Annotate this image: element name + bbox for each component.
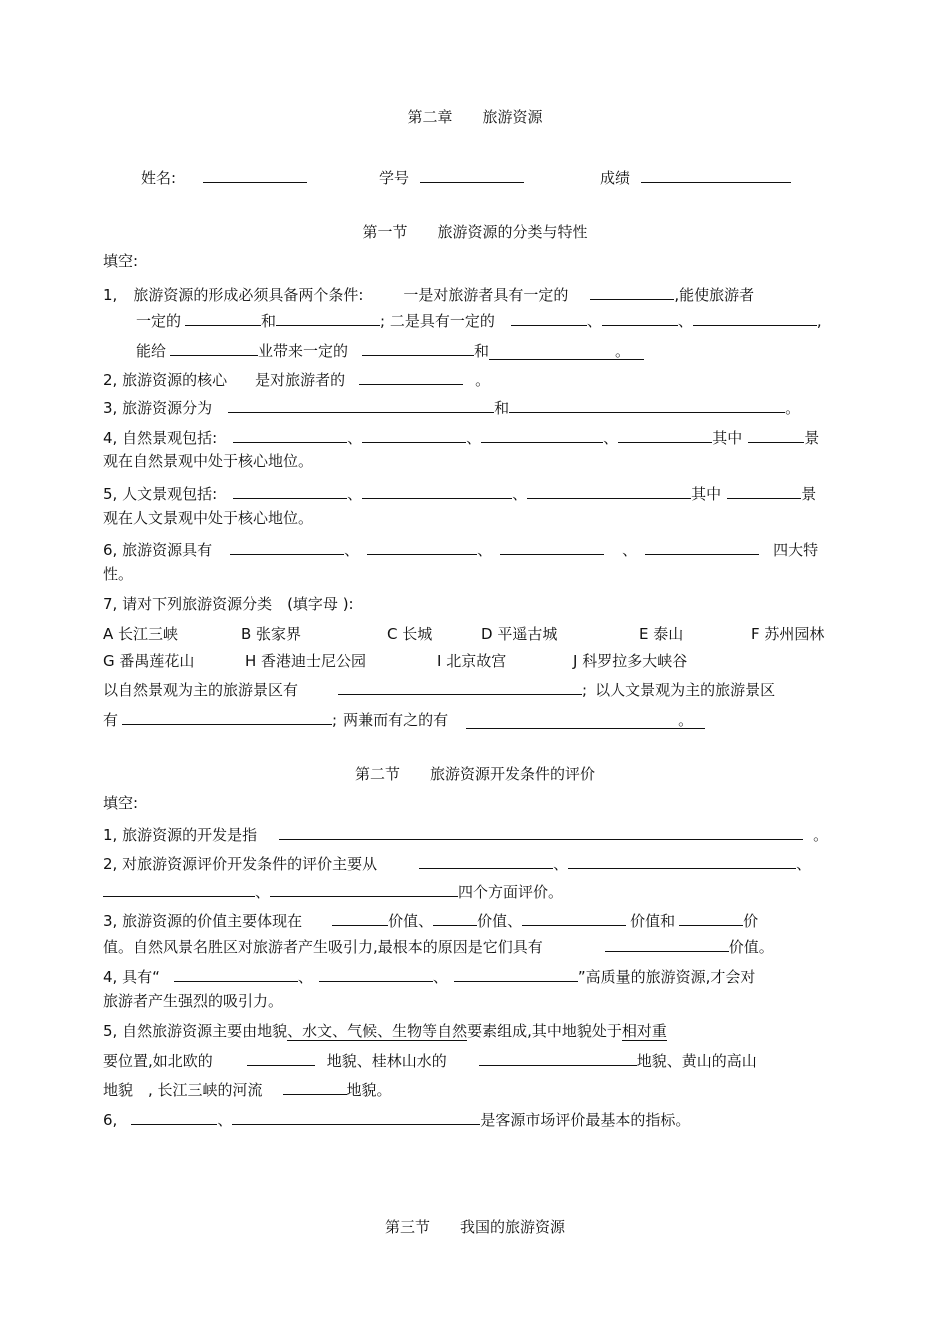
s2-q5-line3 xyxy=(103,1080,392,1098)
blank[interactable] xyxy=(230,540,344,555)
q-text: 价值、 xyxy=(388,912,434,930)
q-text: 一定的 xyxy=(136,312,182,330)
blank[interactable] xyxy=(131,1110,217,1125)
blank[interactable] xyxy=(232,1110,480,1125)
s2-q6 xyxy=(103,1110,690,1128)
option-item: I 北京故宫 xyxy=(437,652,507,670)
s1-q5-line1 xyxy=(103,484,816,502)
chapter-title: 第二章 旅游资源 xyxy=(407,108,543,126)
s2-q1 xyxy=(103,825,828,843)
q-text: 四大特 xyxy=(773,541,819,559)
blank[interactable] xyxy=(185,311,261,326)
section2-fill-label: 填空: xyxy=(103,794,139,812)
blank[interactable] xyxy=(590,285,674,300)
q-text: 相对重 xyxy=(621,1022,667,1040)
q-text: 、 xyxy=(622,541,638,559)
blank[interactable] xyxy=(433,911,477,926)
q-text: 其中 xyxy=(712,429,743,447)
q-text: 有 xyxy=(103,711,119,729)
score-field[interactable] xyxy=(641,168,791,183)
q-text: 3, 旅游资源分为 xyxy=(103,399,213,417)
q-text: 旅游资源的形成必须具备两个条件: xyxy=(133,286,364,304)
student-id-label: 学号 xyxy=(379,169,410,187)
q-text: 价值和 xyxy=(630,912,676,930)
q-text: 、 xyxy=(796,855,812,873)
q-text: ; xyxy=(332,711,338,729)
blank[interactable] xyxy=(276,311,380,326)
blank[interactable] xyxy=(527,484,691,499)
s1-q3 xyxy=(103,398,800,416)
q-text: ”高质量的旅游资源,才会对 xyxy=(577,968,756,986)
blank[interactable] xyxy=(228,398,494,413)
q-text: 和 xyxy=(474,342,490,360)
q-text: 以自然景观为主的旅游景区有 xyxy=(103,681,299,699)
q-text: 价值、 xyxy=(477,912,523,930)
s1-q5-line2: 观在人文景观中处于核心地位。 xyxy=(103,509,314,527)
q-text: 地貌、黄山的高山 xyxy=(636,1052,757,1070)
score-label: 成绩 xyxy=(600,169,631,187)
section3-title: 第三节 我国的旅游资源 xyxy=(384,1218,565,1236)
q-text: 、 xyxy=(586,312,602,330)
blank[interactable] xyxy=(522,911,626,926)
s2-q4-line2: 旅游者产生强烈的吸引力。 xyxy=(103,992,284,1010)
option-item: C 长城 xyxy=(387,625,433,643)
blank[interactable] xyxy=(748,428,804,443)
blank[interactable] xyxy=(568,854,796,869)
q-text: 其中 xyxy=(691,485,722,503)
q-text: 、 xyxy=(432,968,448,986)
q-text: 4, 具有“ xyxy=(103,968,160,986)
q-text: 3, 旅游资源的价值主要体现在 xyxy=(103,912,303,930)
q-text: 、 xyxy=(297,968,313,986)
option-item: F 苏州园林 xyxy=(751,625,825,643)
score-group xyxy=(600,168,791,186)
q-text: 和 xyxy=(261,312,277,330)
q-text: 1, 旅游资源的开发是指 xyxy=(103,826,258,844)
q-text: 是对旅游者的 xyxy=(255,371,346,389)
s1-q7-answer-line2 xyxy=(103,710,705,729)
blank[interactable] xyxy=(489,344,644,360)
s1-q6-line2: 性。 xyxy=(103,565,134,583)
q-text: 一是对旅游者具有一定的 xyxy=(403,286,569,304)
q-text: 。 xyxy=(475,371,491,389)
blank[interactable] xyxy=(454,967,578,982)
blank[interactable] xyxy=(500,540,604,555)
option-item: B 张家界 xyxy=(241,625,302,643)
q-text: 、 xyxy=(347,429,363,447)
q-text: , xyxy=(816,312,822,330)
q-text: 价 xyxy=(743,912,759,930)
blank[interactable] xyxy=(233,484,347,499)
blank[interactable] xyxy=(509,398,785,413)
s1-q2 xyxy=(103,370,490,388)
s1-q7-answer-line1 xyxy=(103,680,775,698)
blank[interactable] xyxy=(332,911,388,926)
blank[interactable] xyxy=(362,484,512,499)
q-text: 景 xyxy=(804,429,820,447)
s1-q1-line1 xyxy=(103,285,754,303)
name-field[interactable] xyxy=(203,168,307,183)
q-text: 。 xyxy=(615,342,631,360)
q-text: 。 xyxy=(813,826,829,844)
option-item: A 长江三峡 xyxy=(103,625,179,643)
blank[interactable] xyxy=(362,341,474,356)
s2-q4-line1 xyxy=(103,967,755,985)
q-text: 2, 旅游资源的核心 xyxy=(103,371,228,389)
blank[interactable] xyxy=(511,311,587,326)
s2-q3-line1 xyxy=(103,911,758,929)
s2-q2-line1 xyxy=(103,854,811,872)
q-text: 能给 xyxy=(136,342,167,360)
q-text: 、 xyxy=(512,485,528,503)
q-text: 、 xyxy=(603,429,619,447)
option-item: E 泰山 xyxy=(639,625,684,643)
q-text: 景 xyxy=(801,485,817,503)
q-text: 两兼而有之的有 xyxy=(343,711,449,729)
q-text: 、 xyxy=(344,541,360,559)
blank[interactable] xyxy=(103,882,255,897)
s1-q1-line2 xyxy=(136,311,822,329)
blank[interactable] xyxy=(605,937,729,952)
blank[interactable] xyxy=(319,967,433,982)
option-item: D 平遥古城 xyxy=(481,625,558,643)
q-text: ; xyxy=(582,681,588,699)
q-text: 、 xyxy=(477,541,493,559)
q-number: 1, xyxy=(103,286,118,304)
q-text: 6, xyxy=(103,1111,118,1129)
s2-q5-line1 xyxy=(103,1024,667,1039)
q-text: 。 xyxy=(678,711,694,729)
q-text: 地貌。 xyxy=(346,1081,392,1099)
q-text: 5, 人文景观包括: xyxy=(103,485,218,503)
blank[interactable] xyxy=(419,854,553,869)
option-item: G 番禺莲花山 xyxy=(103,652,195,670)
q-text: 。 xyxy=(785,399,801,417)
s1-q1-line3 xyxy=(136,341,644,360)
q-text: 业带来一定的 xyxy=(258,342,349,360)
section1-fill-label: 填空: xyxy=(103,252,139,270)
q-text: 、 xyxy=(255,883,271,901)
blank[interactable] xyxy=(338,680,582,695)
blank[interactable] xyxy=(367,540,477,555)
option-item: J 科罗拉多大峡谷 xyxy=(573,652,688,670)
s1-q7-prompt: 7, 请对下列旅游资源分类 (填字母 ): xyxy=(103,595,354,613)
section2-title: 第二节 旅游资源开发条件的评价 xyxy=(354,765,595,783)
q-text: 、 xyxy=(217,1111,233,1129)
q-text: 、 xyxy=(677,312,693,330)
q-text: 要素组成,其中地貌处于 xyxy=(467,1022,622,1040)
blank[interactable] xyxy=(170,341,258,356)
blank[interactable] xyxy=(247,1051,315,1066)
q-text: 地貌、桂林山水的 xyxy=(326,1052,447,1070)
s1-q4-line1 xyxy=(103,428,819,446)
q-text: 值。自然风景名胜区对旅游者产生吸引力,最根本的原因是它们具有 xyxy=(103,938,543,956)
q-text: 、水文、气候、生物等自然 xyxy=(287,1022,468,1040)
q-text: 、 xyxy=(466,429,482,447)
q-text: 2, 对旅游资源评价开发条件的评价主要从 xyxy=(103,855,378,873)
blank[interactable] xyxy=(122,710,332,725)
s2-q2-line2 xyxy=(103,882,563,900)
q-text: 价值。 xyxy=(728,938,774,956)
section1-title: 第一节 旅游资源的分类与特性 xyxy=(362,223,588,241)
s2-q3-line2 xyxy=(103,937,774,955)
student-id-field[interactable] xyxy=(420,168,524,183)
blank[interactable] xyxy=(270,882,458,897)
blank[interactable] xyxy=(174,967,298,982)
q-text: 地貌 , 长江三峡的河流 xyxy=(103,1081,263,1099)
q-text: 和 xyxy=(494,399,510,417)
blank[interactable] xyxy=(359,370,463,385)
q-text: 6, 旅游资源具有 xyxy=(103,541,213,559)
blank[interactable] xyxy=(279,825,803,840)
q-text: 要位置,如北欧的 xyxy=(103,1052,213,1070)
student-info-row xyxy=(141,168,307,186)
blank[interactable] xyxy=(283,1080,347,1095)
name-label: 姓名: xyxy=(141,169,177,187)
blank[interactable] xyxy=(466,713,705,729)
q-text: 4, 自然景观包括: xyxy=(103,429,218,447)
s2-q5-line2 xyxy=(103,1051,757,1069)
q-text: 、 xyxy=(347,485,363,503)
blank[interactable] xyxy=(645,540,759,555)
q-text: 5, 自然旅游资源主要由地貌 xyxy=(103,1022,288,1040)
q-text: 以人文景观为主的旅游景区 xyxy=(595,681,776,699)
blank[interactable] xyxy=(233,428,347,443)
s1-q4-line2: 观在自然景观中处于核心地位。 xyxy=(103,452,314,470)
q-text: 四个方面评价。 xyxy=(458,883,564,901)
blank[interactable] xyxy=(481,428,603,443)
q-text: ,能使旅游者 xyxy=(674,286,755,304)
blank[interactable] xyxy=(479,1051,637,1066)
q-text: 是客源市场评价最基本的指标。 xyxy=(480,1111,691,1129)
q-text: 、 xyxy=(553,855,569,873)
student-id-group xyxy=(379,168,524,186)
blank[interactable] xyxy=(602,311,678,326)
blank[interactable] xyxy=(693,311,817,326)
s1-q6-line1 xyxy=(103,540,818,558)
q-text: ; 二是具有一定的 xyxy=(380,312,495,330)
option-item: H 香港迪士尼公园 xyxy=(245,652,367,670)
blank[interactable] xyxy=(618,428,712,443)
blank[interactable] xyxy=(362,428,466,443)
blank[interactable] xyxy=(679,911,743,926)
blank[interactable] xyxy=(727,484,801,499)
